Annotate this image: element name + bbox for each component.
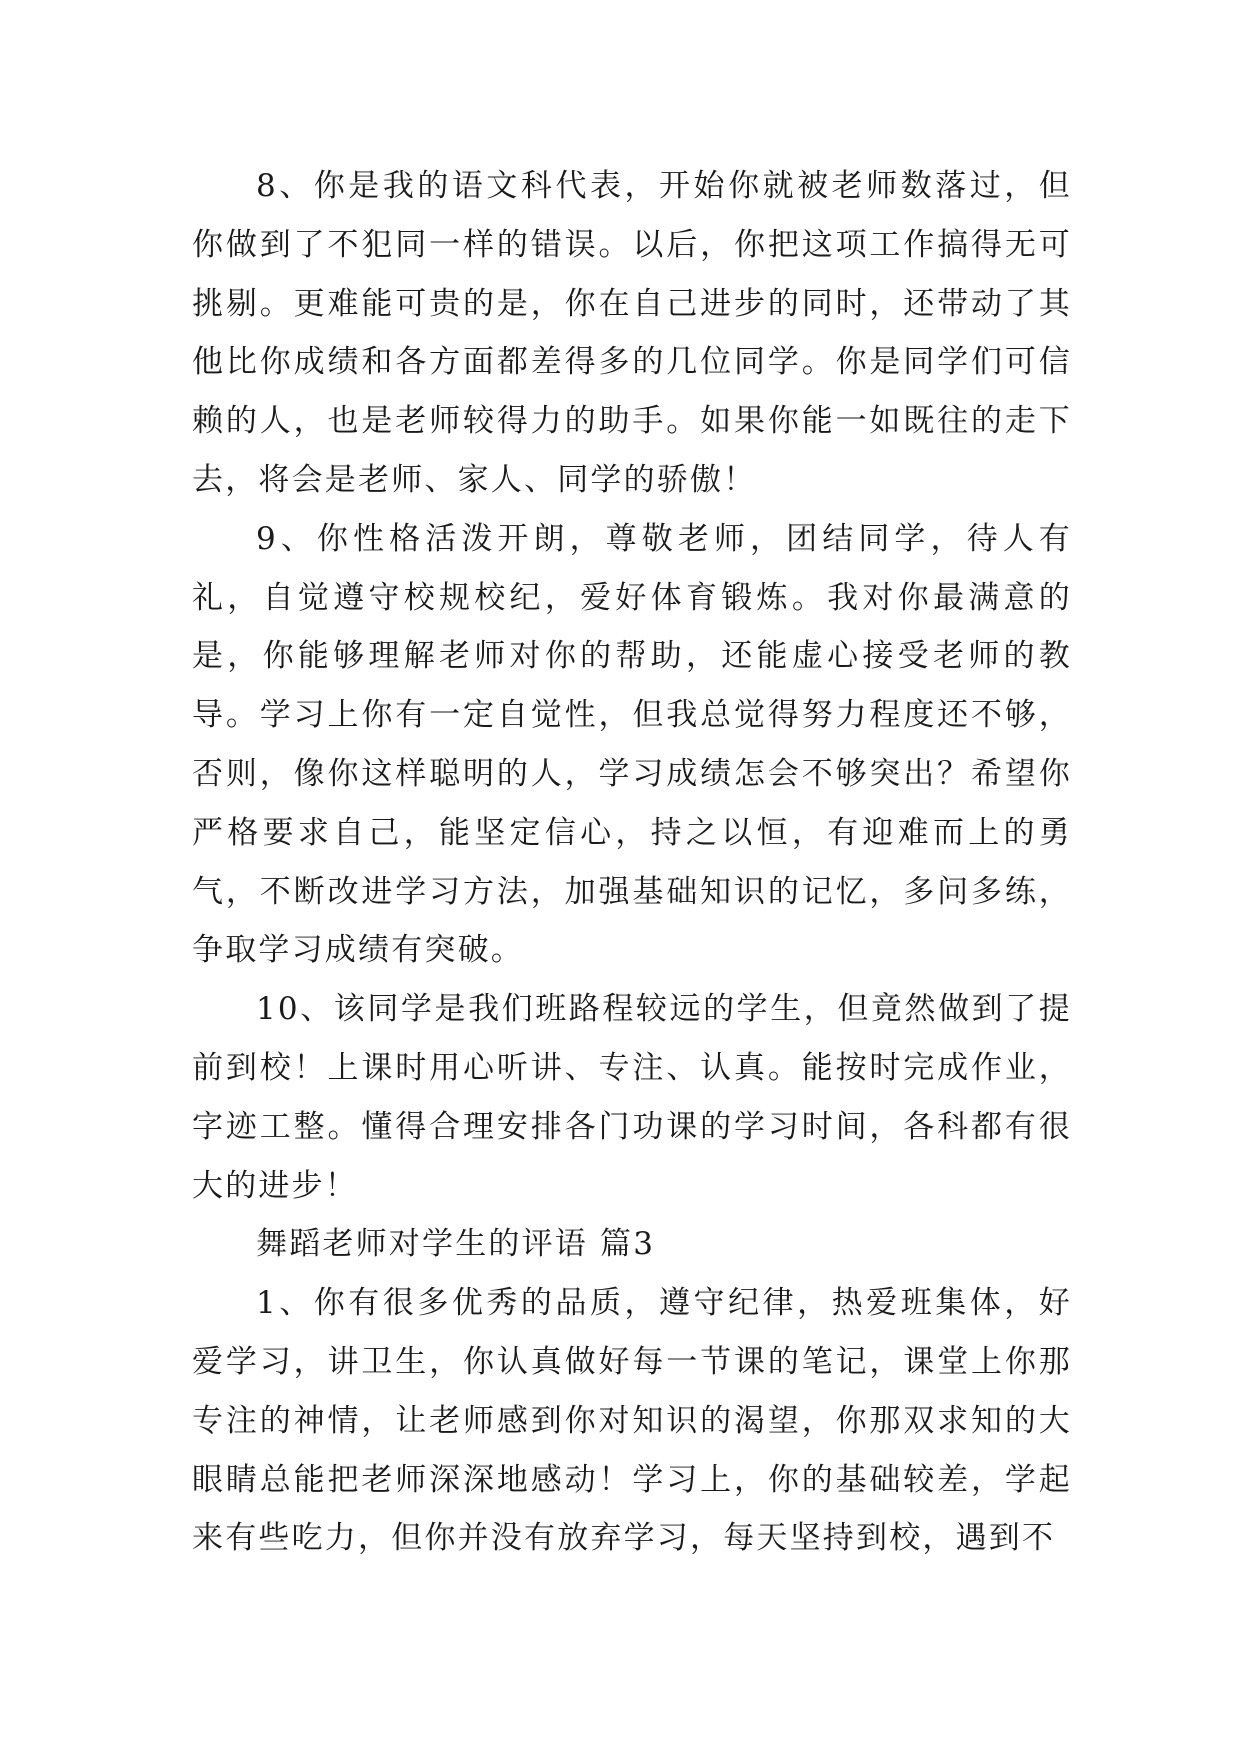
paragraph-10: 10、该同学是我们班路程较远的学生，但竟然做到了提前到校！上课时用心听讲、专注、认真。能按时完成作业，字迹工整。懂得合理安排各门功课的学习时间，各科都有很大的进步！ (192, 991, 1072, 1204)
document-body (192, 157, 1072, 1568)
paragraph-8: 8、你是我的语文科代表，开始你就被老师数落过，但你做到了不犯同一样的错误。以后，你把这项工作搞得无可挑剔。更难能可贵的是，你在自己进步的同时，还带动了其他比你成绩和各方面都差得多的几位同学。你是同学们可信赖的人，也是老师较得力的助手。如果你能一如既往的走下去，将会是老师、家人、同学的骄傲！ (192, 168, 1072, 498)
section-heading: 舞蹈老师对学生的评语 篇3 (256, 1226, 656, 1263)
section-paragraph-1: 1、你有很多优秀的品质，遵守纪律，热爱班集体，好爱学习，讲卫生，你认真做好每一节课的笔记，课堂上你那专注的神情，让老师感到你对知识的渴望，你那双求知的大眼睛总能把老师深深地感动！学习上，你的基础较差，学起来有些吃力，但你并没有放弃学习，每天坚持到校，遇到不 (192, 1285, 1072, 1557)
paragraph-9: 9、你性格活泼开朗，尊敬老师，团结同学，待人有礼，自觉遵守校规校纪，爱好体育锻炼。我对你最满意的是，你能够理解老师对你的帮助，还能虚心接受老师的教导。学习上你有一定自觉性，但我总觉得努力程度还不够，否则，像你这样聪明的人，学习成绩怎会不够突出？希望你严格要求自己，能坚定信心，持之以恒，有迎难而上的勇气，不断改进学习方法，加强基础知识的记忆，多问多练，争取学习成绩有突破。 (192, 520, 1072, 969)
